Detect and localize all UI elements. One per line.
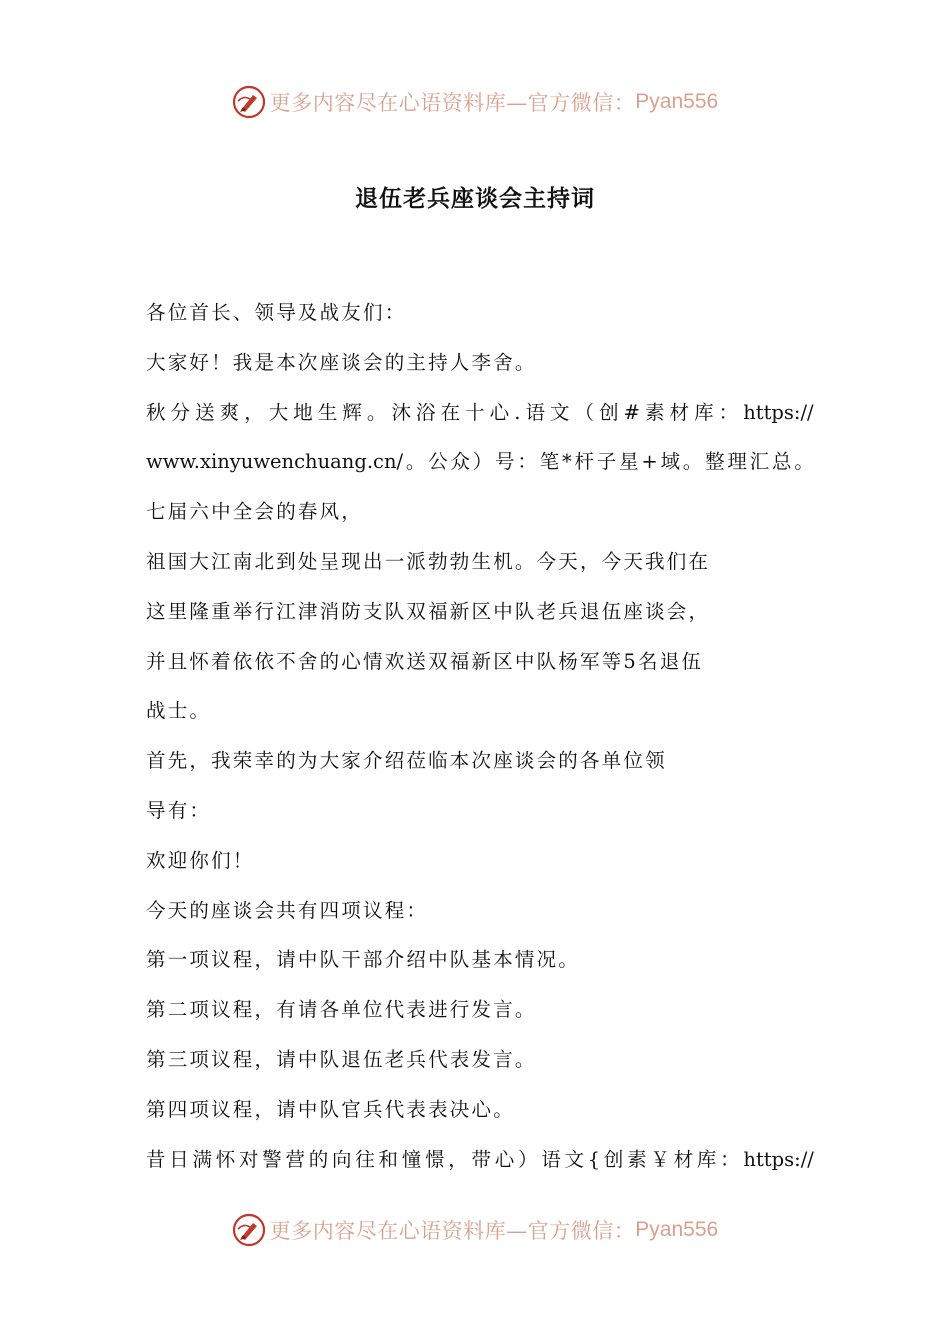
body-line: 祖国大江南北到处呈现出一派勃勃生机。今天，今天我们在 [146,549,711,573]
body-line-justified: 昔 日 满 怀 对 警 营 的 向 往 和 憧 憬 ， 带 心 ） 语 文 { 创 素 ￥ 材 库 ： https:// [146,1147,814,1171]
body-line: 这里隆重举行江津消防支队双福新区中队老兵退伍座谈会， [146,599,711,623]
body-line: 第四项议程，请中队官兵代表表决心。 [146,1097,515,1121]
body-line: 第三项议程，请中队退伍老兵代表发言。 [146,1047,537,1071]
body-line: 第二项议程，有请各单位代表进行发言。 [146,998,537,1022]
body-line: 大家好！我是本次座谈会的主持人李舍。 [146,350,537,374]
watermark-text: 更多内容尽在心语资料库—官方微信： [269,1219,636,1243]
body-line: 战士。 [146,699,212,723]
body-line: 今天的座谈会共有四项议程： [146,898,429,922]
watermark-text: 更多内容尽在心语资料库—官方微信： [269,91,636,115]
body-line-justified: www.xinyuwenchuang.cn/ 。 公 众 ） 号 ： 笔 * 杆 子 星 + 域 。 整 理 汇 总 。 [146,450,814,474]
body-line: 各位首长、领导及战友们： [146,301,407,324]
watermark-wechat-id: Pyan556 [635,90,719,113]
body-line: 七届六中全会的春风， [146,500,364,524]
body-line: 并且怀着依依不舍的心情欢送双福新区中队杨军等5名退伍 [146,649,704,673]
watermark-wechat-id: Pyan556 [635,1218,719,1241]
pen-nib-logo-icon [232,1213,266,1247]
document-body [146,293,814,1189]
body-line: 导有： [146,798,212,822]
body-line-justified: 秋 分 送 爽 ， 大 地 生 辉 。 沐 浴 在 十 心 . 语 文 （ 创 # 素 材 库 ： https:// [146,400,814,424]
body-line: 第一项议程，请中队干部介绍中队基本情况。 [146,948,581,972]
footer-watermark-banner [0,1210,950,1250]
header-watermark-banner [0,82,950,122]
body-line: 首先，我荣幸的为大家介绍莅临本次座谈会的各单位领 [146,749,667,773]
body-line: 欢迎你们！ [146,848,255,872]
pen-nib-logo-icon [232,85,266,119]
document-title: 退伍老兵座谈会主持词 [355,186,595,212]
